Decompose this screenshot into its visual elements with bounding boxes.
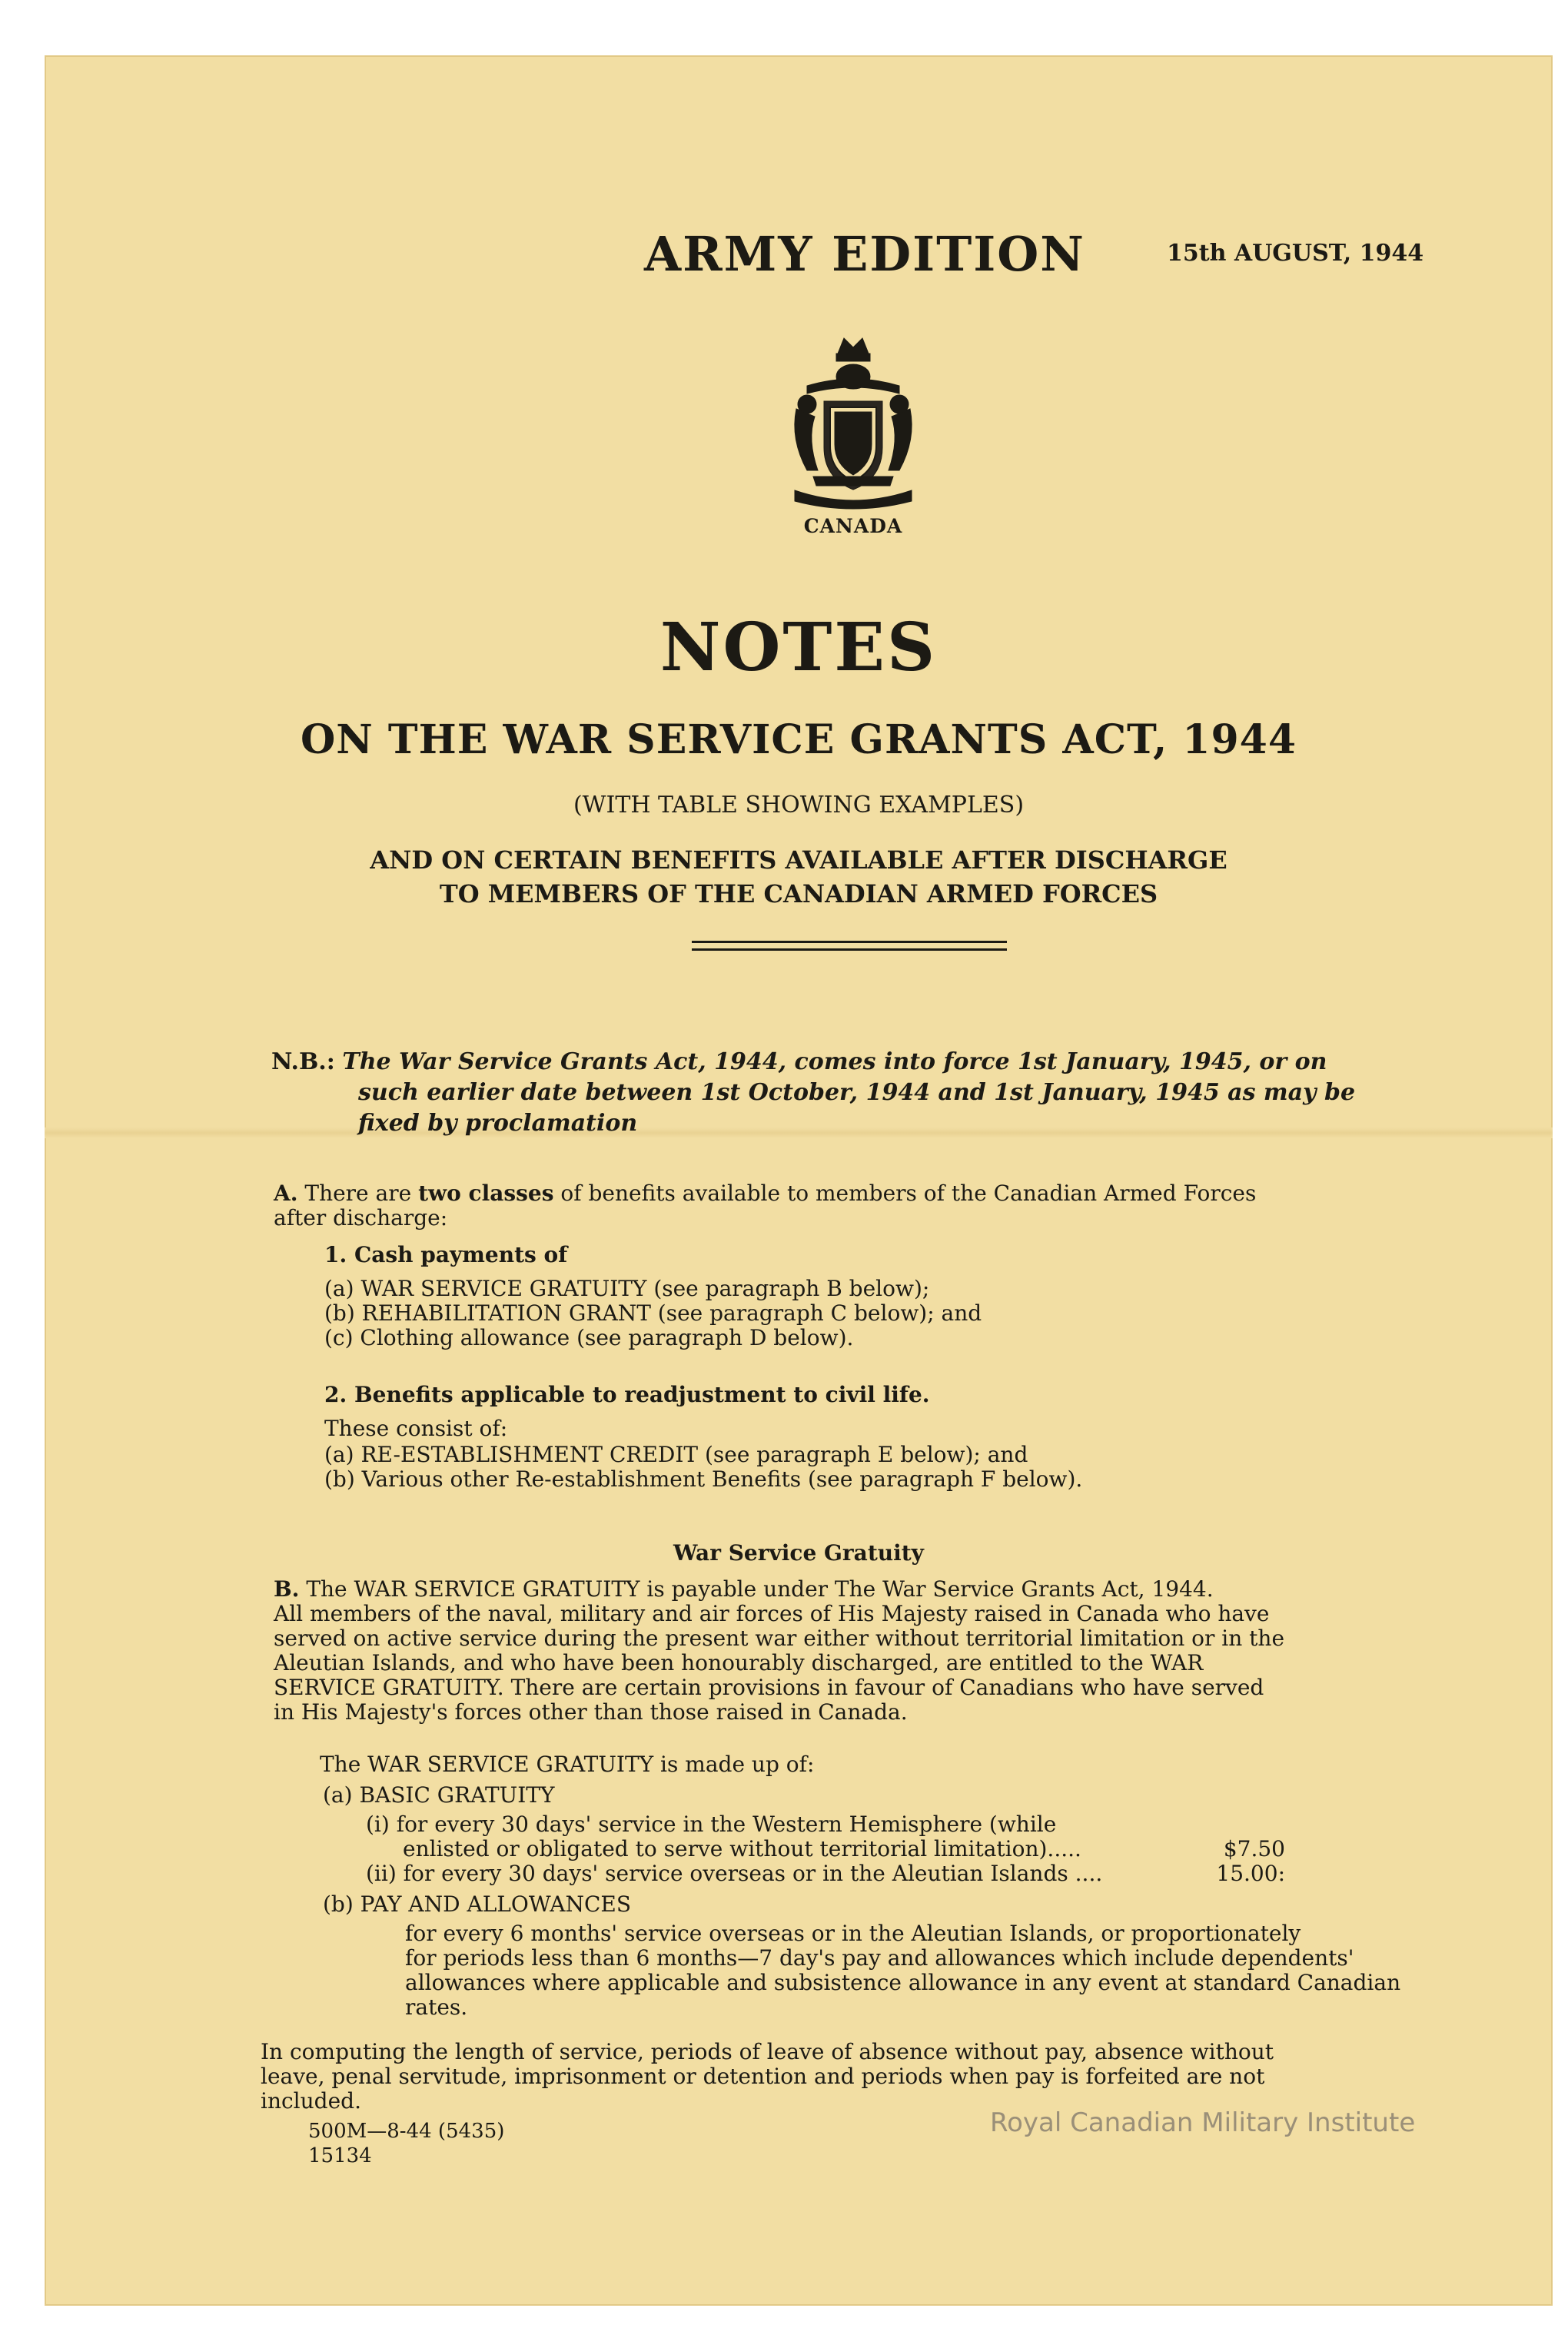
print-codes [308,2119,504,2168]
double-rule-bottom [692,948,1007,951]
section-b-line-1: The WAR SERVICE GRATUITY is payable under The War Service Grants Act, 1944. [306,1576,1214,1602]
print-code-2: 15134 [308,2144,372,2167]
pay-line-3: allowances where applicable and subsistence allowance in any event at standard Canadian [405,1970,1401,1995]
basic-gratuity-item-ii [366,1861,1285,1886]
basic-item-ii-line: (ii) for every 30 days' service overseas or in the Aleutian Islands .... [366,1861,1103,1886]
pay-line-2: for periods less than 6 months—7 day's pay and allowances which include dependents' [405,1945,1354,1971]
civil-life-heading: 2. Benefits applicable to readjustment to civil life. [324,1382,930,1407]
nb-line-1: The War Service Grants Act, 1944, comes into force 1st January, 1945, or on [342,1048,1327,1075]
computing-line-1: In computing the length of service, periods of leave of absence without pay, absence without [261,2039,1274,2064]
crest-label: CANADA [803,515,903,537]
section-a-intro-bold: two classes [418,1181,554,1206]
section-b-line-3: served on active service during the present war either without territorial limitation or in the [274,1626,1285,1651]
section-a-intro-post: of benefits available to members of the Canadian Armed Forces [553,1181,1257,1206]
benefits-line-2: TO MEMBERS OF THE CANADIAN ARMED FORCES [439,879,1158,908]
edition-title: ARMY EDITION [644,226,1085,282]
table-note: (WITH TABLE SHOWING EXAMPLES) [573,792,1025,819]
civil-life-intro: These consist of: [324,1416,508,1441]
basic-gratuity-item-i [366,1812,1285,1861]
section-b-line-2: All members of the naval, military and air forces of His Majesty raised in Canada who have [274,1601,1270,1626]
nb-line-3: fixed by proclamation [358,1110,638,1137]
nb-label: N.B.: [271,1048,335,1075]
civil-item-b: (b) Various other Re-establishment Benefits (see paragraph F below). [324,1466,1083,1492]
cash-item-c: (c) Clothing allowance (see paragraph D below). [324,1325,854,1350]
section-a-label: A. [274,1181,298,1206]
civil-item-a: (a) RE-ESTABLISHMENT CREDIT (see paragraph E below); and [324,1442,1028,1467]
pay-line-1: for every 6 months' service overseas or in the Aleutian Islands, or proportionately [405,1921,1301,1946]
gratuity-made-up: The WAR SERVICE GRATUITY is made up of: [320,1752,815,1777]
gratuity-breakdown [320,1752,1401,2020]
section-b-paragraph [274,1577,1473,1725]
basic-item-i-line-1: (i) for every 30 days' service in the Western Hemisphere (while [366,1812,1057,1837]
cash-item-b: (b) REHABILITATION GRANT (see paragraph C below); and [324,1300,982,1326]
benefits-line-1: AND ON CERTAIN BENEFITS AVAILABLE AFTER DISCHARGE [370,845,1227,875]
computing-line-3: included. [261,2088,361,2114]
basic-item-ii-amount: 15.00: [1216,1861,1285,1886]
issue-date: 15th AUGUST, 1944 [1167,240,1424,267]
section-b-line-5: SERVICE GRATUITY. There are certain provisions in favour of Canadians who have served [274,1675,1264,1700]
nb-line-2: such earlier date between 1st October, 1944 and 1st January, 1945 as may be [358,1079,1356,1106]
war-service-gratuity-heading: War Service Gratuity [673,1540,924,1566]
basic-item-i-line-2: enlisted or obligated to serve without territorial limitation)..... [403,1836,1081,1861]
basic-gratuity-heading: (a) BASIC GRATUITY [323,1782,555,1808]
section-a-intro-line-2: after discharge: [274,1205,448,1230]
cash-payments-list [324,1277,982,1350]
section-b-line-6: in His Majesty's forces other than those raised in Canada. [274,1699,908,1725]
pay-line-4: rates. [405,1994,468,2020]
section-b-line-4: Aleutian Islands, and who have been honourably discharged, are entitled to the WAR [274,1650,1204,1675]
computing-line-2: leave, penal servitude, imprisonment or detention and periods when pay is forfeited are not [261,2064,1265,2089]
document-sheet [45,55,1553,2306]
pay-allowances-heading: (b) PAY AND ALLOWANCES [323,1891,631,1917]
section-a-intro-pre: There are [304,1181,419,1206]
civil-life-list [324,1443,1082,1492]
document-title: NOTES [659,609,938,686]
basic-item-i-amount: $7.50 [1223,1836,1285,1861]
pay-allowances-text [405,1921,1450,2020]
document-subtitle: ON THE WAR SERVICE GRANTS ACT, 1944 [300,716,1297,763]
computing-paragraph [261,2040,1444,2114]
watermark-text: Royal Canadian Military Institute [990,2107,1416,2138]
print-code-1: 500M—8-44 (5435) [308,2120,505,2143]
cash-payments-heading: 1. Cash payments of [324,1242,568,1267]
coat-of-arms-icon [784,332,922,516]
cash-item-a: (a) WAR SERVICE GRATUITY (see paragraph B below); [324,1276,930,1301]
section-b-label: B. [274,1576,300,1602]
nb-notice [271,1047,1440,1139]
benefits-subtitle [45,843,1553,911]
double-rule-top [692,941,1007,943]
